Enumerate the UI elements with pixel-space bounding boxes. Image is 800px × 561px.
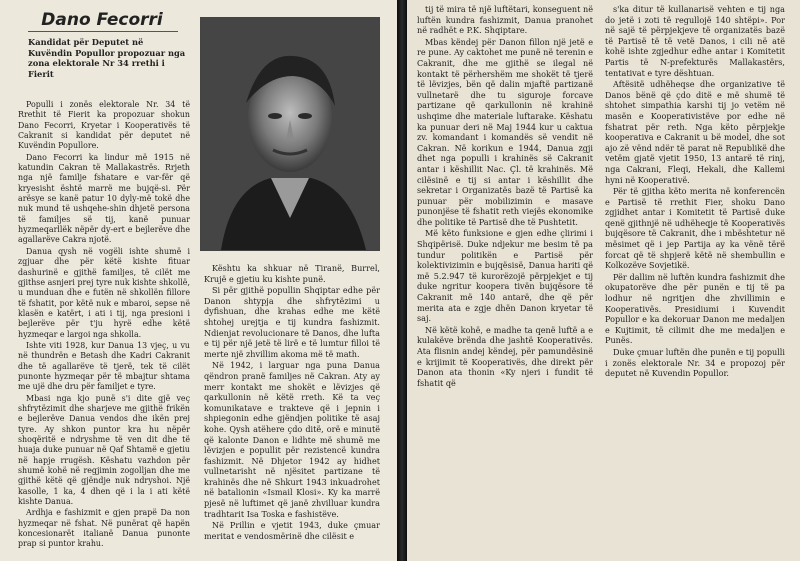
title-rule [28, 31, 178, 32]
paragraph: Duke çmuar luftën dhe punën e tij populli i zonës elektorale Nr. 34 e propozoj për deputet në Kuvendin Popullor. [605, 347, 785, 379]
paragraph: Më këto funksione e gjen edhe çlirimi i Shqipërisë. Duke ndjekur me besim të pa tundur politikën e Partisë për kolektivizimin e bujqësisë, Danua hariti që më 5.2.947 të kurorëzojë përpjekjet e tij duke ngritur koopera tivën bujqësore të Cakranit më 140 antarë, dhe që për merita ata e zgje dhën Danon kryetar të saj. [417, 228, 593, 324]
left-page [0, 0, 398, 561]
paragraph: Si për gjithë popullin Shqiptar edhe për Danon shtypja dhe shfrytëzimi u dyfishuan, dhe krahas edhe me këtë shtohej urejtja e tij kundra fashizmit. Ndienjat revolucionare të Danos, dhe lufta e tij për një jetë të lirë e të lumtur filloi të merte një zhvillim akoma më të math. [204, 285, 380, 359]
portrait-photo [200, 17, 380, 251]
right-page [407, 0, 800, 561]
paragraph: Danua qysh në vogëli ishte shumë i zgjuar dhe për këtë kishte fituar dashurinë e gjithë familjes, të cilët me gjithse asnjeri prej tyre nuk kishte shkollë, u munduan dhe e futën në shkollën fillore të fshatit, por këtë nuk e mbaroi, sepse në klasën e katërt, i ati i tij, nga presioni i bejlerëve për t'ju hyrë edhe këtë hyzmeqar e largoi nga shkolla. [18, 246, 190, 339]
column-4 [605, 4, 785, 380]
book-gutter [397, 0, 407, 561]
column-1 [18, 100, 190, 551]
paragraph: s'ka ditur të kullanarisë vehten e tij nga do jetë i zoti të regullojë 140 shtëpi». Por në sajë të përpjekjeve të organizatës bazë të Partisë të të vetë Danos, i cili në atë kohë ishte zgjedhur edhe antar i Komitetit Partis të N-prefekturës Mallakastërs, tentativat e tyre dështuan. [605, 4, 785, 78]
paragraph: Në Prillin e vjetit 1943, duke çmuar meritat e vendosmërinë dhe cilësit e [204, 520, 380, 541]
paragraph: Aftësitë udhëheqse dhe organizative të Danos bënë që çdo ditë e më shumë të shtohet simpathia karshi tij jo vetëm në masën e Kooperativistëve por edhe në fshatrat për reth. Nga këto përpjekje kooperativa e Cakranit u bë model, dhe sot ajo zë vënd ndër të parat në Republikë dhe vetëm gjatë vjetit 1950, 13 antarë të rinj, nga Cakrani, Fleqi, Hekali, dhe Kallemi hyni në Kooperativë. [605, 79, 785, 185]
portrait-image [201, 18, 379, 250]
paragraph: Mbas këndej për Danon fillon një jetë e re pune. Ay caktohet me punë në terenin e Cakranit, dhe me gjithë se ilegal në kontakt të përhershëm me shokët të tjerë të lëvizjes, bën që dalin mjaftë partizanë vullnetarë dhe tu siguroje forcave partizane që qarkullonin në krahinë ushqime dhe materiale luftarake. Këshatu ka punuar deri në Maj 1944 kur u caktua zv. komandant i komandës së vendit në Cakran. Në korikun e 1944, Danua zgji dhet nga populli i krahinës së Cakranit antar i këshillit Nac. Çl. të krahinës. Më cilësinë e tij si antar i këshillit dhe sekretar i Organizatës bazë të Partisë ka punuar për mobilizimin e masave punonjëse të fshatit reth viejës ekonomike dhe politike të Partisë dhe të Pushtetit. [417, 36, 593, 227]
paragraph: Kështu ka shkuar në Tiranë, Burrel, Krujë e gjetiu ku kishte punë. [204, 263, 380, 284]
paragraph: Mbasi nga kjo punë s'i dite gjë veç shfrytëzimit dhe sharjeve me gjithë frikën e bejlerëve Danua vendos dhe ikën prej tyre. Ay shkon puntor kra hu nëpër shoqëritë e ndryshme të ven dit dhe të huaja duke punuar në Qaf Shtamë e gjetiu në hapje rrugësh. Këshatu vazhdon për shumë kohë në regjimin zogolljan dhe me gjithë këtë që gjëndje nuk ndryshoi. Një kasolle, 1 ka, 4 dhen që i la i ati këtë kishte Danua. [18, 393, 190, 507]
column-2 [204, 263, 380, 542]
paragraph: Për dallim në luftën kundra fashizmit dhe okupatorëve dhe për punën e tij të pa lodhur në ngritjen dhe zhvillimin e Kooperativës. Presidiumi i Kuvendit Popullor e ka dekoruar Danon me medaljen e Kujtimit, të cilimit dhe me medaljen e Punës. [605, 271, 785, 346]
paragraph: Dano Fecorri ka lindur më 1915 në katundin Cakran të Mallakastrës. Rrjeth nga një familje fshatare e var-fër që kryesisht është marrë me bujqë-si. Për arësye se kanë patur 10 dyly-më tokë dhe nuk mund të ushqehe-shin dhjetë persona të familjes së tij, kanë punuar hyzmeqarllëk nëpër dy-ert e bejlerëve dhe agallarëve Cakra njotë. [18, 152, 190, 245]
paragraph: Populli i zonës elektorale Nr. 34 të Rrethit të Fierit ka propozuar shokun Dano Fecorri, Kryetar i Kooperativës të Cakranit si kandidat për deputet në Kuvëndin Popullore. [18, 100, 190, 151]
paragraph: Ishte viti 1928, kur Danua 13 vjeç, u vu në thundrën e Betash dhe Kadri Cakranit dhe të agallarëve të tjerë, tek të cilët punonte hyzmeqar për të mbajtur shtama me ujë dhe dru për familjet e tyre. [18, 340, 190, 392]
article-title: Dano Fecorri [41, 10, 163, 30]
paragraph: Në këtë kohë, e madhe ta qenë luftë a e kulakëve brënda dhe jashtë Kooperativës. Ata flisnin andej këndej, për pamundësinë e krijimit të Kooperativës, dhe direkt për Danon ata thonin «Ky njeri i fundit të fshatit që [417, 324, 593, 388]
column-3 [417, 4, 593, 389]
article-subtitle: Kandidat për Deputet në Kuvëndin Popullor propozuar nga zona elektorale Nr 34 rrethi i Fierit [28, 37, 186, 79]
paragraph: Në 1942, i larguar nga puna Danua qëndron pranë familjes në Cakran. Aty ay merr kontakt me shokët e lëvizjes që qarkullonin në këtë rreth. Kë ta veç komunikatave e trakteve që i jepnin i shpiegonin edhe gjëndjen politike të asaj kohe. Qysh atëhere çdo ditë, orë e minutë që kalonte Danon e lidhte më shumë me lëvizjen e popullit për rezistencë kundra fashizmit. Në Dhjetor 1942 ay hidhet vullnetarisht në njësitet partizane të krahinës dhe në Shkurt 1943 inkuadrohet në batalionin «Ismail Klosi». Ky ka marrë pjesë në luftimet që janë zhvilluar kundra tradhtarit Isa Toska e fashistëve. [204, 360, 380, 519]
paragraph: Ardhja e fashizmit e gjen prapë Da non hyzmeqar në fshat. Në punërat që hapën koncesionarët italianë Danua punonte prap si puntor krahu. [18, 508, 190, 549]
paragraph: tij të mira të një luftëtari, konseguent në luftën kundra fashizmit, Danua pranohet në radhët e P.K. Shqiptare. [417, 4, 593, 36]
paragraph: Për të gjitha këto merita në konferencën e Partisë të rrethit Fier, shoku Dano zgjidhet antar i Komitetit të Partisë duke qenë gjithnjë në udhëheqje të Kooperativës bujqësore të Cakranit, dhe i mbështetur në mësimet që i jep Partija ay ka vënë tërë forcat që të shpjerë këtë në shembullin e Kolkozëve Sovjetikë. [605, 186, 785, 271]
